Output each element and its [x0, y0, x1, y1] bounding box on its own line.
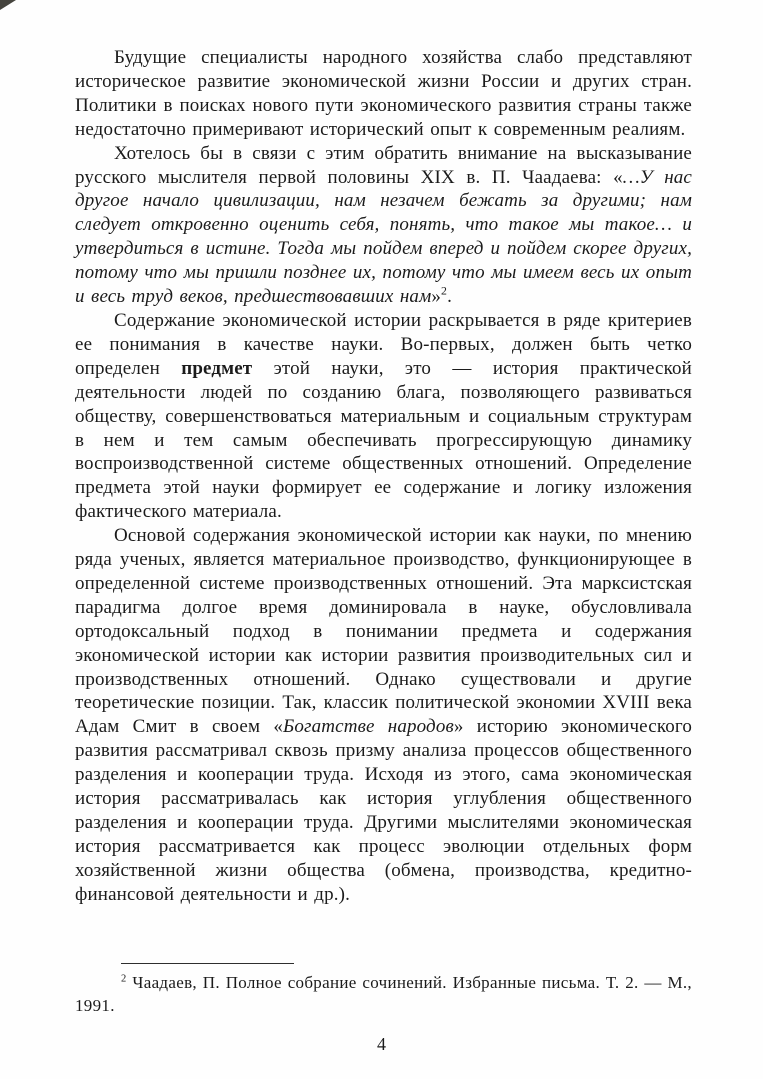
text-run: Основой содержания экономической истории как науки, по мнению ряда ученых, является материальное производство, функционирующее в определенной системе производственных отношений. Эта марксистская парадигма долгое время доминировала в науке, обусловливала ортодоксальный подход в понимании предмета и содержания экономической истории как истории развития производительных сил и производственных отношений. Однако существовали и другие теоретические позиции. Так, классик политической экономии XVIII века Адам Смит в своем « — [75, 525, 692, 738]
text-run: …У нас другое начало цивилизации, нам незачем бежать за другими; нам следует откровенно оценить себя, понять, что такое мы такое… и утвердиться в истине. Тогда мы пойдем вперед и пойдем скорее других, потому что мы пришли позднее их, потому что мы имеем весь их опыт и весь труд веков, предшествовавших нам — [75, 166, 693, 308]
paragraph — [75, 309, 692, 524]
text-run: Чаадаев, П. Полное собрание сочинений. Избранные письма. Т. 2. — М., 1991. — [75, 973, 692, 1015]
page-body — [75, 46, 692, 907]
footnote-area — [75, 963, 692, 1017]
scan-corner-artifact — [0, 0, 16, 10]
page-number: 4 — [377, 1034, 386, 1054]
paragraph — [75, 46, 692, 142]
text-run: Хотелось бы в связи с этим обратить внимание на высказывание русского мыслителя первой половины XIX в. П. Чаадаева: « — [75, 142, 692, 188]
paragraph — [75, 524, 692, 907]
text-run: Богатстве народов — [283, 716, 454, 738]
text-run: Будущие специалисты народного хозяйства слабо представляют историческое развитие экономической жизни России и других стран. Политики в поисках нового пути экономического развития страны также недостаточно примеривают исторический опыт к современным реалиям. — [75, 47, 692, 140]
footnote-text — [75, 971, 692, 1017]
text-run: » — [431, 286, 442, 308]
text-run: » историю экономического развития рассматривал сквозь призму анализа процессов общественного разделения и кооперации труда. Исходя из этого, сама экономическая история рассматривалась как история углубления общественного разделения и кооперации труда. Другими мыслителями экономическая история рассматривается как процесс эволюции отдельных форм хозяйственной жизни общества (обмена, производства, кредитно-финансовой деятельности и др.). — [75, 716, 693, 905]
footnote-marker: 2 — [441, 284, 448, 298]
text-run: предмет — [181, 357, 253, 379]
text-run: этой науки, это — история практической деятельности людей по созданию блага, позволяющего развиваться обществу, совершенствоваться материальным и социальным структурам в нем и тем самым обеспечивать прогрессирующую динамику воспроизводственной системе общественных отношений. Определение предмета этой науки формирует ее содержание и логику изложения фактического материала. — [75, 357, 692, 523]
footnote-separator-rule — [121, 963, 294, 964]
text-run: Содержание экономической истории раскрывается в ряде критериев ее понимания в качестве науки. Во-первых, должен быть четко определен — [75, 309, 692, 379]
footnote-marker: 2 — [121, 973, 127, 985]
paragraph — [75, 142, 692, 309]
text-run: . — [447, 286, 452, 308]
